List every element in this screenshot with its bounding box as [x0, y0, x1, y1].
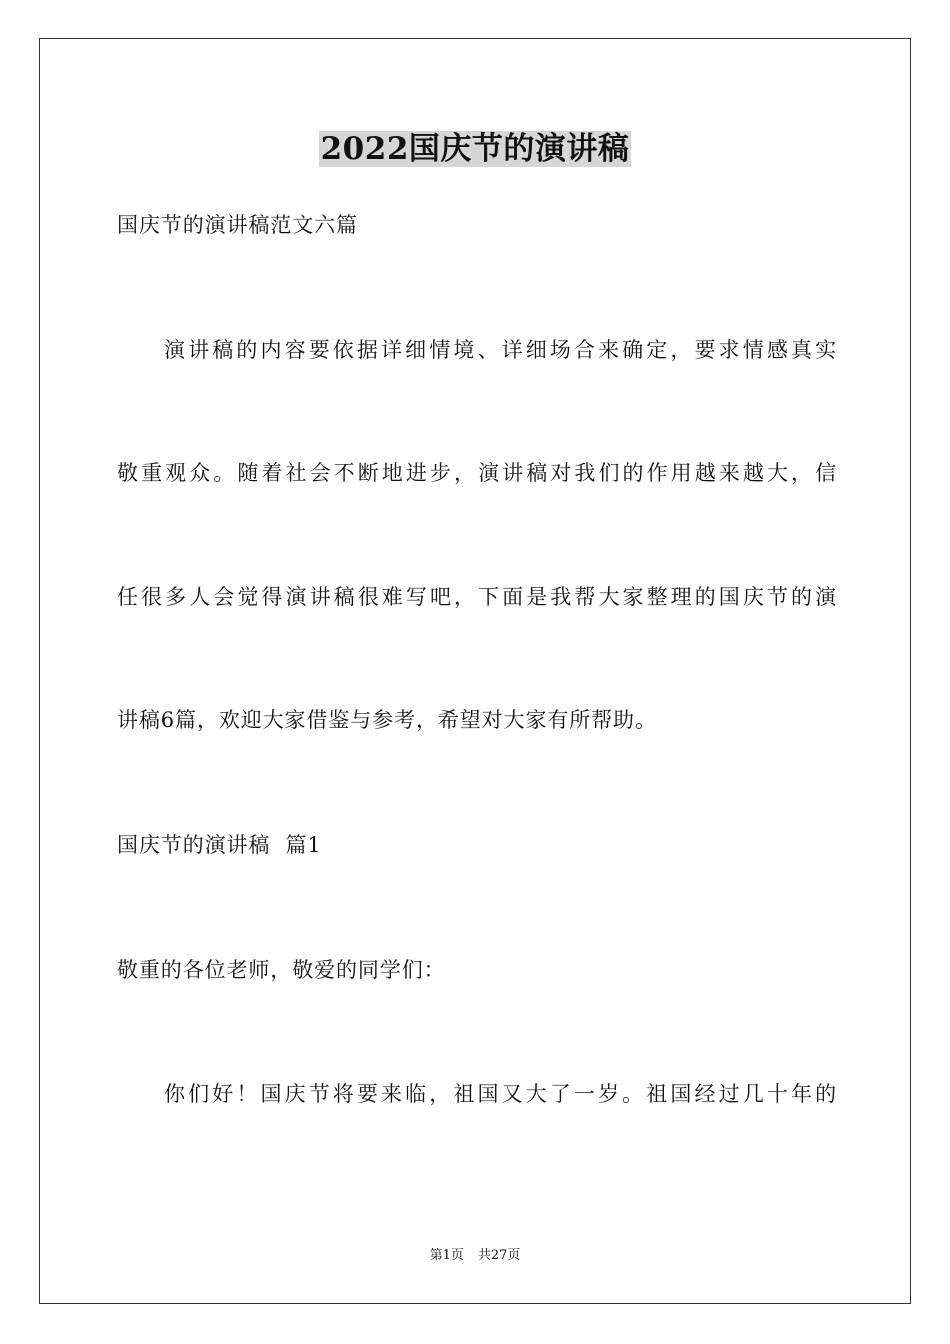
greeting: 敬重的各位老师，敬爱的同学们：	[117, 958, 446, 982]
intro-line: 演讲稿的内容要依据详细情境、详细场合来确定，要求情感真实	[164, 338, 837, 362]
body-line: 你们好！国庆节将要来临，祖国又大了一岁。祖国经过几十年的	[164, 1082, 837, 1106]
document-title	[0, 127, 950, 171]
page-footer	[0, 1247, 950, 1265]
document-subtitle: 国庆节的演讲稿范文六篇	[117, 213, 358, 237]
intro-line: 任很多人会觉得演讲稿很难写吧，下面是我帮大家整理的国庆节的演	[117, 585, 837, 609]
section-heading: 国庆节的演讲稿 篇1	[117, 833, 322, 857]
intro-line: 讲稿6篇，欢迎大家借鉴与参考，希望对大家有所帮助。	[117, 708, 657, 732]
page-number: 第1页	[429, 1248, 464, 1263]
document-title-text: 2022国庆节的演讲稿	[320, 131, 630, 167]
page-total: 共27页	[477, 1248, 521, 1263]
intro-line: 敬重观众。随着社会不断地进步，演讲稿对我们的作用越来越大，信	[117, 461, 837, 485]
